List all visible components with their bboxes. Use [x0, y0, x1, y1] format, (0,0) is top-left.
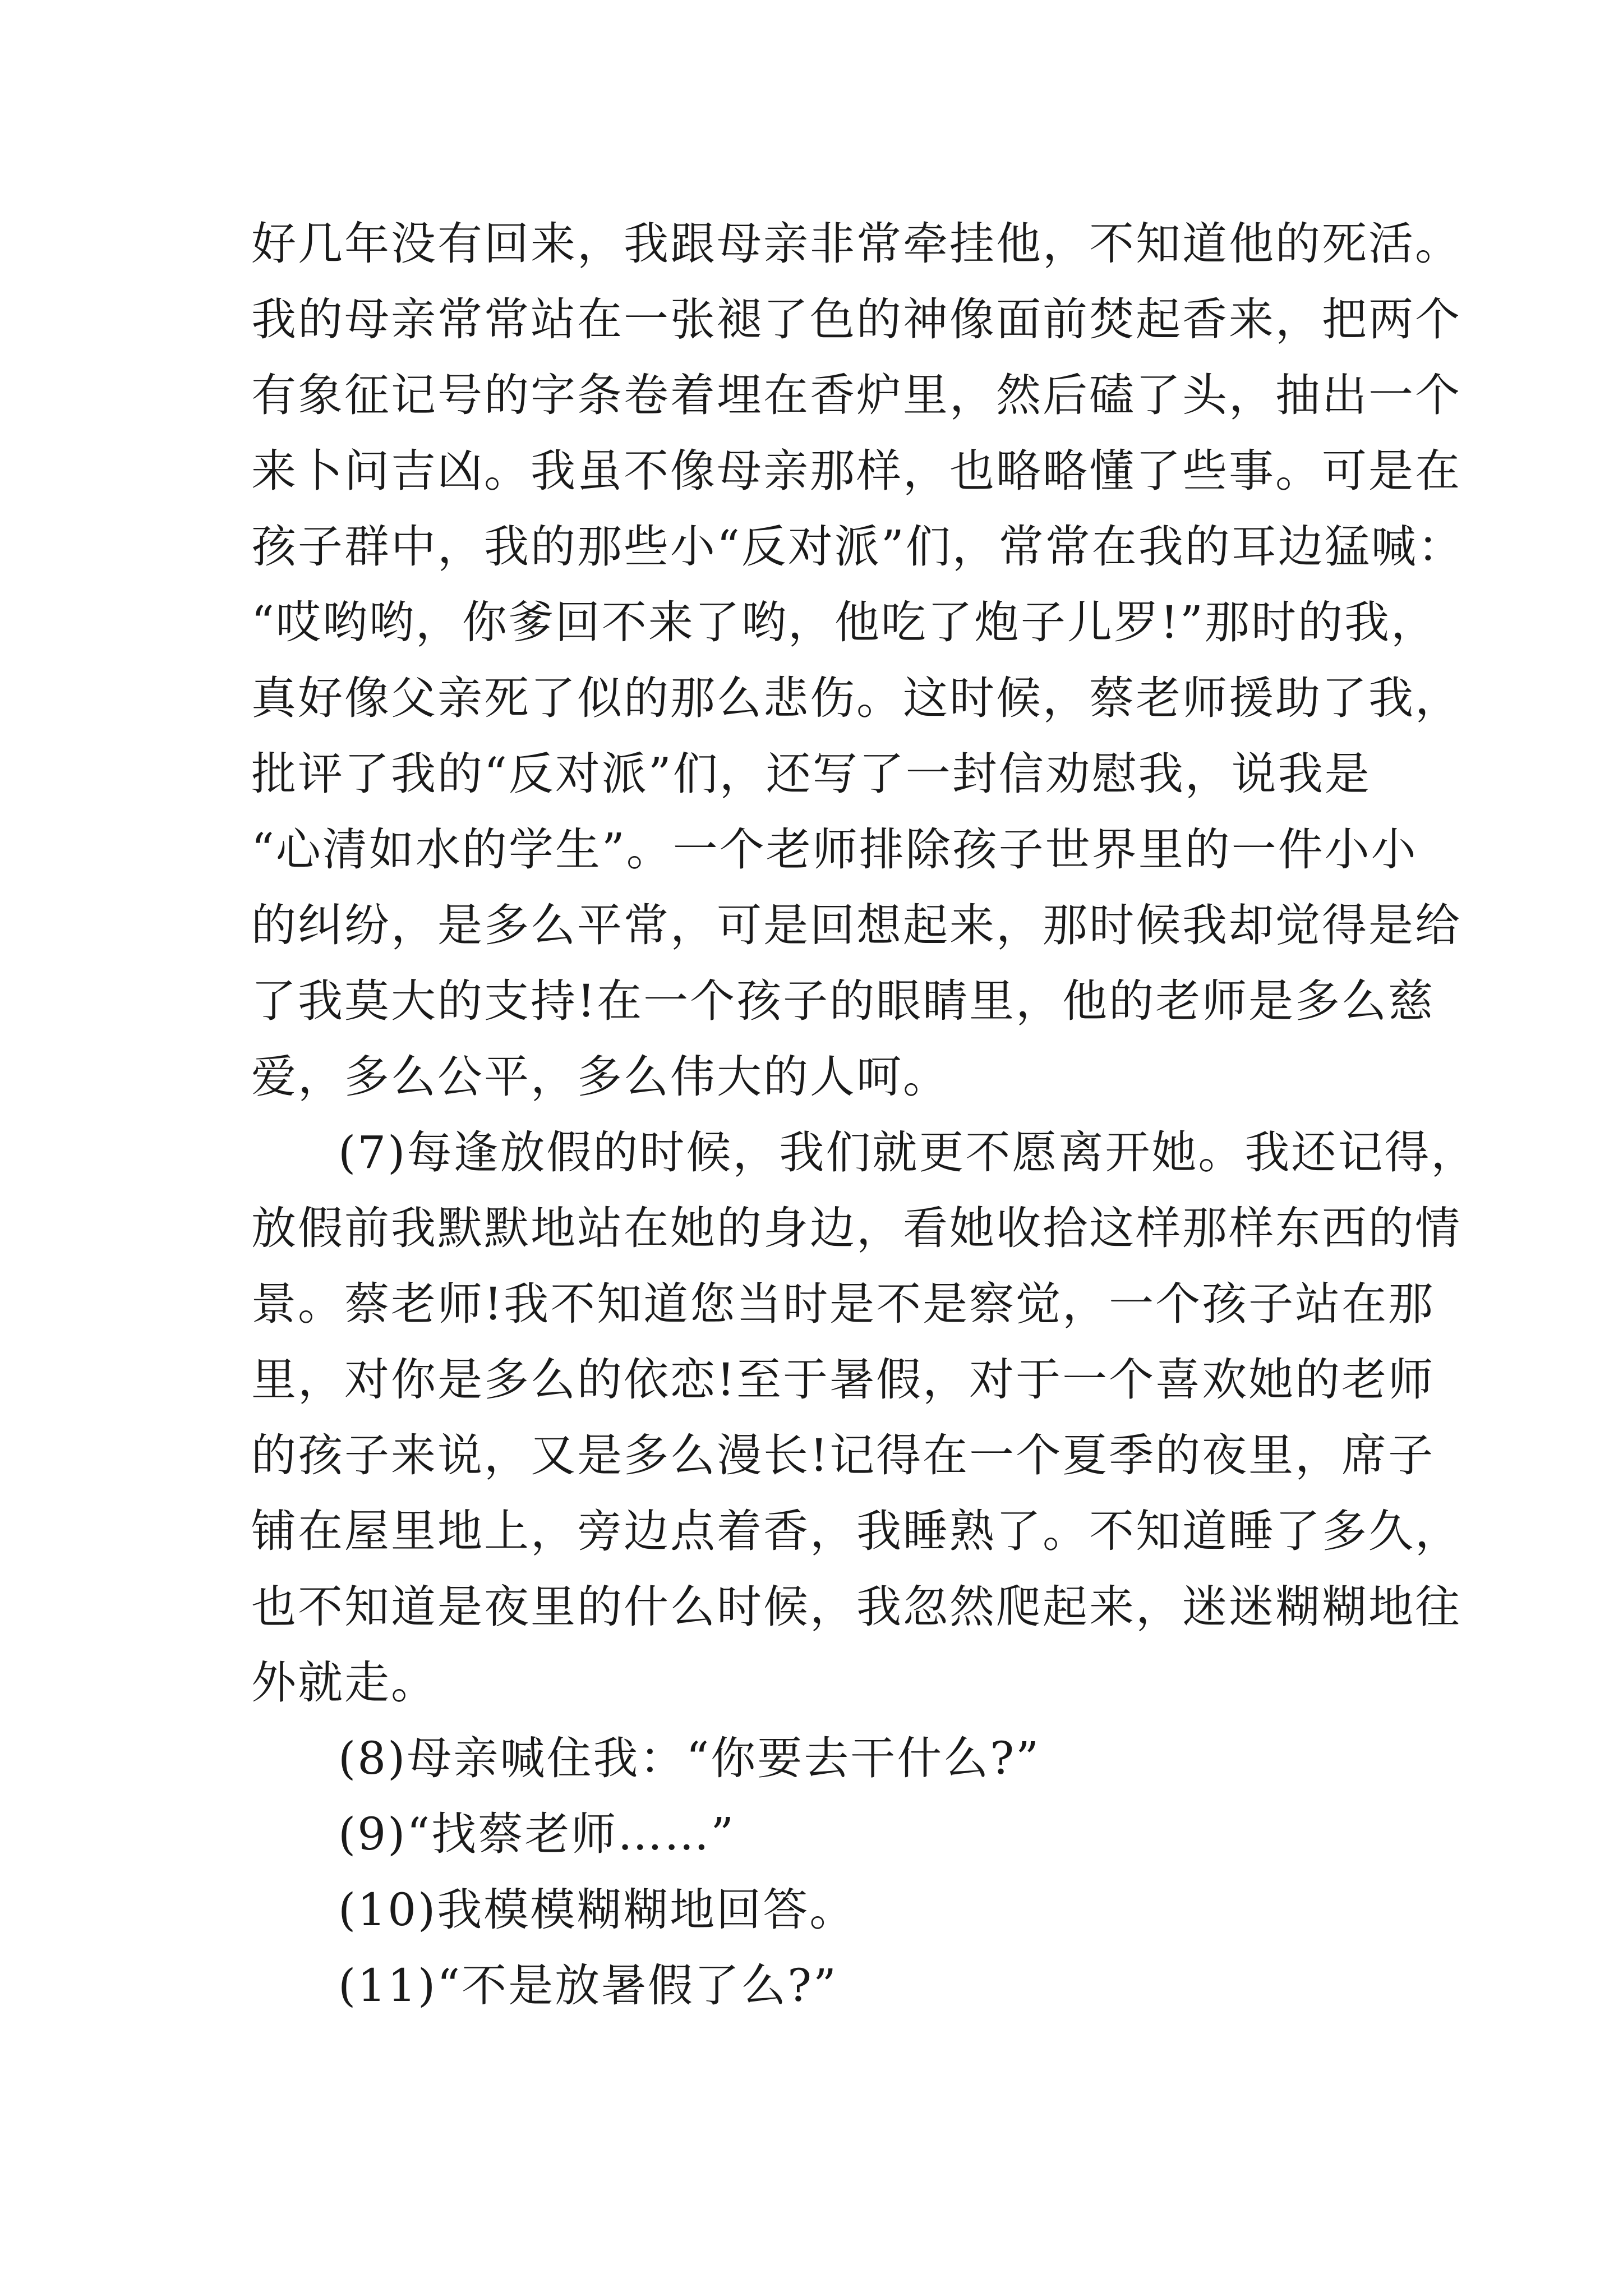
text-line: 景。蔡老师!我不知道您当时是不是察觉，一个孩子站在那 [251, 1278, 1435, 1330]
text-line: 爱，多么公平，多么伟大的人呵。 [251, 1051, 949, 1103]
text-line: 里，对你是多么的依恋!至于暑假，对于一个喜欢她的老师 [251, 1354, 1435, 1406]
text-line: 了我莫大的支持!在一个孩子的眼睛里，他的老师是多么慈 [251, 975, 1435, 1027]
text-line: 好几年没有回来，我跟母亲非常牵挂他，不知道他的死活。 [251, 218, 1461, 270]
text-line: 放假前我默默地站在她的身边，看她收拾这样那样东西的情 [251, 1202, 1461, 1254]
text-line: 外就走。 [251, 1657, 437, 1709]
text-line: “哎哟哟，你爹回不来了哟，他吃了炮子儿罗!”那时的我， [251, 596, 1437, 648]
text-line: 真好像父亲死了似的那么悲伤。这时候，蔡老师援助了我， [251, 672, 1461, 724]
text-line: 我的母亲常常站在一张褪了色的神像面前焚起香来，把两个 [251, 293, 1461, 346]
text-line: 来卜问吉凶。我虽不像母亲那样，也略略懂了些事。可是在 [251, 445, 1461, 497]
paragraph-9: (9)“找蔡老师……” [338, 1808, 736, 1860]
text-line: 孩子群中，我的那些小“反对派”们，常常在我的耳边猛喊： [251, 521, 1464, 573]
text-line: 的纠纷，是多么平常，可是回想起来，那时候我却觉得是给 [251, 899, 1461, 951]
paragraph-10: (10)我模模糊糊地回答。 [338, 1884, 856, 1936]
text-line: “心清如水的学生”。一个老师排除孩子世界里的一件小小 [251, 823, 1418, 876]
paragraph-8: (8)母亲喊住我：“你要去干什么?” [338, 1732, 1041, 1784]
text-line: 批评了我的“反对派”们，还写了一封信劝慰我，说我是 [251, 748, 1371, 800]
text-line: 有象征记号的字条卷着埋在香炉里，然后磕了头，抽出一个 [251, 369, 1461, 421]
paragraph-7-start: (7)每逢放假的时候，我们就更不愿离开她。我还记得， [338, 1126, 1478, 1179]
text-line: 的孩子来说，又是多么漫长!记得在一个夏季的夜里，席子 [251, 1429, 1435, 1481]
text-line: 铺在屋里地上，旁边点着香，我睡熟了。不知道睡了多久， [251, 1505, 1461, 1557]
text-line: 也不知道是夜里的什么时候，我忽然爬起来，迷迷糊糊地往 [251, 1581, 1461, 1633]
paragraph-11: (11)“不是放暑假了么?” [338, 1959, 838, 2012]
